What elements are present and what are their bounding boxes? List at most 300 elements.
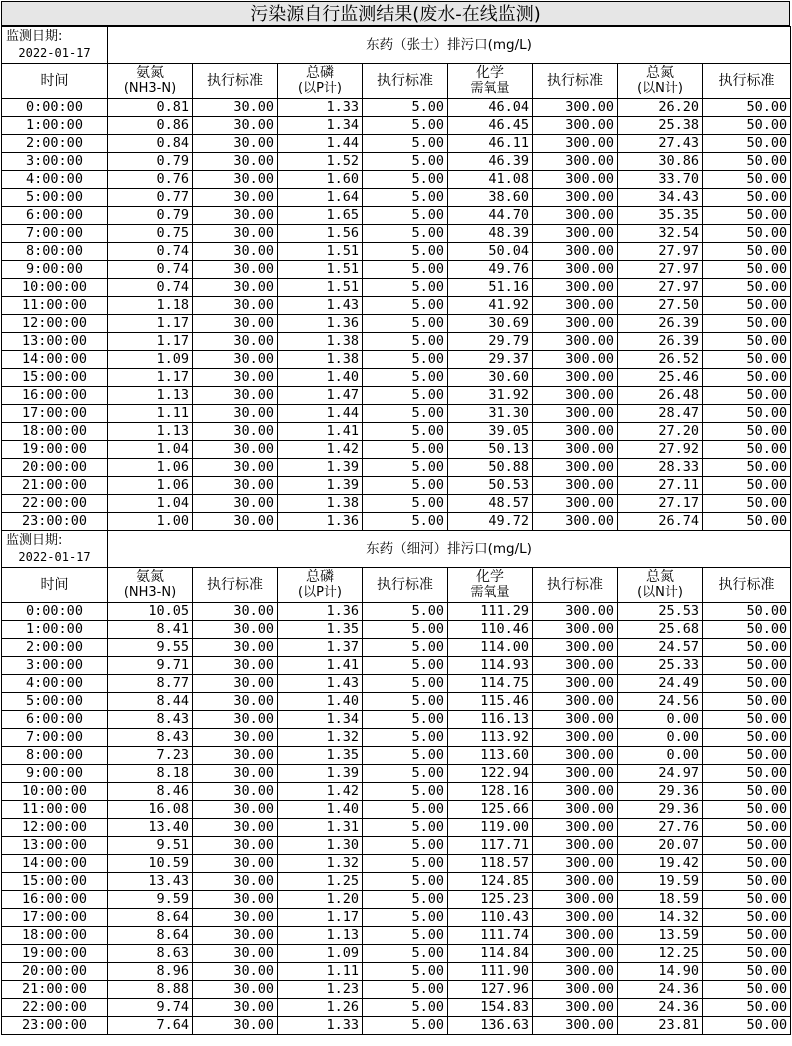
- time-cell: 8:00:00: [2, 243, 108, 261]
- value-cell: 5.00: [363, 855, 448, 873]
- value-cell: 300.00: [533, 927, 618, 945]
- value-cell: 27.43: [618, 135, 703, 153]
- time-cell: 11:00:00: [2, 801, 108, 819]
- value-cell: 1.41: [278, 423, 363, 441]
- value-cell: 26.39: [618, 333, 703, 351]
- value-cell: 300.00: [533, 315, 618, 333]
- time-cell: 20:00:00: [2, 963, 108, 981]
- value-cell: 50.00: [703, 1017, 791, 1035]
- value-cell: 30.00: [193, 909, 278, 927]
- value-cell: 50.00: [703, 153, 791, 171]
- value-cell: 111.74: [448, 927, 533, 945]
- value-cell: 29.79: [448, 333, 533, 351]
- section-meta-row: [2, 27, 791, 64]
- value-cell: 1.42: [278, 783, 363, 801]
- value-cell: 50.88: [448, 459, 533, 477]
- time-cell: 18:00:00: [2, 927, 108, 945]
- table-row: [2, 603, 791, 621]
- table-row: [2, 369, 791, 387]
- value-cell: 1.42: [278, 441, 363, 459]
- value-cell: 116.13: [448, 711, 533, 729]
- value-cell: 5.00: [363, 189, 448, 207]
- column-header-line1: 氨氮: [136, 65, 164, 81]
- value-cell: 30.00: [193, 135, 278, 153]
- value-cell: 50.00: [703, 657, 791, 675]
- value-cell: 8.41: [108, 621, 193, 639]
- value-cell: 1.09: [278, 945, 363, 963]
- value-cell: 30.00: [193, 117, 278, 135]
- value-cell: 38.60: [448, 189, 533, 207]
- value-cell: 50.00: [703, 369, 791, 387]
- value-cell: 5.00: [363, 1017, 448, 1035]
- value-cell: 1.11: [278, 963, 363, 981]
- value-cell: 0.79: [108, 153, 193, 171]
- value-cell: 50.00: [703, 171, 791, 189]
- table-row: [2, 459, 791, 477]
- value-cell: 8.64: [108, 909, 193, 927]
- value-cell: 30.00: [193, 369, 278, 387]
- value-cell: 5.00: [363, 495, 448, 513]
- value-cell: 5.00: [363, 171, 448, 189]
- column-header-line1: 化学: [476, 569, 504, 585]
- value-cell: 27.17: [618, 495, 703, 513]
- value-cell: 300.00: [533, 261, 618, 279]
- value-cell: 50.00: [703, 909, 791, 927]
- table-row: [2, 621, 791, 639]
- value-cell: 50.00: [703, 225, 791, 243]
- column-header-line2: (以N计): [637, 81, 683, 96]
- column-header-line2: (NH3-N): [123, 81, 177, 96]
- table-row: [2, 891, 791, 909]
- value-cell: 1.36: [278, 603, 363, 621]
- value-cell: 5.00: [363, 837, 448, 855]
- value-cell: 300.00: [533, 495, 618, 513]
- value-cell: 13.43: [108, 873, 193, 891]
- value-cell: 50.00: [703, 639, 791, 657]
- time-cell: 11:00:00: [2, 297, 108, 315]
- table-row: [2, 765, 791, 783]
- value-cell: 9.74: [108, 999, 193, 1017]
- value-cell: 5.00: [363, 135, 448, 153]
- value-cell: 27.97: [618, 279, 703, 297]
- value-cell: 35.35: [618, 207, 703, 225]
- column-header-line1: 时间: [40, 576, 69, 593]
- time-cell: 14:00:00: [2, 351, 108, 369]
- value-cell: 8.18: [108, 765, 193, 783]
- outlet-name: 东药（细河）排污口(mg/L): [108, 531, 791, 568]
- value-cell: 8.96: [108, 963, 193, 981]
- time-cell: 5:00:00: [2, 693, 108, 711]
- column-header-line1: 执行标准: [377, 72, 433, 89]
- value-cell: 117.71: [448, 837, 533, 855]
- column-header-line1: 执行标准: [547, 576, 603, 593]
- value-cell: 50.00: [703, 495, 791, 513]
- value-cell: 300.00: [533, 909, 618, 927]
- value-cell: 1.32: [278, 855, 363, 873]
- time-cell: 1:00:00: [2, 621, 108, 639]
- value-cell: 300.00: [533, 621, 618, 639]
- time-cell: 7:00:00: [2, 225, 108, 243]
- value-cell: 50.00: [703, 333, 791, 351]
- value-cell: 30.00: [193, 801, 278, 819]
- value-cell: 5.00: [363, 441, 448, 459]
- value-cell: 50.00: [703, 117, 791, 135]
- value-cell: 300.00: [533, 819, 618, 837]
- value-cell: 50.00: [703, 981, 791, 999]
- table-row: [2, 855, 791, 873]
- column-header: [108, 568, 193, 603]
- value-cell: 1.40: [278, 369, 363, 387]
- time-cell: 21:00:00: [2, 981, 108, 999]
- table-row: [2, 1017, 791, 1035]
- value-cell: 50.00: [703, 459, 791, 477]
- table-row: [2, 207, 791, 225]
- table-row: [2, 675, 791, 693]
- value-cell: 8.43: [108, 711, 193, 729]
- value-cell: 50.00: [703, 189, 791, 207]
- value-cell: 30.00: [193, 945, 278, 963]
- value-cell: 50.00: [703, 315, 791, 333]
- value-cell: 24.36: [618, 999, 703, 1017]
- table-row: [2, 477, 791, 495]
- value-cell: 14.32: [618, 909, 703, 927]
- value-cell: 25.53: [618, 603, 703, 621]
- value-cell: 300.00: [533, 999, 618, 1017]
- value-cell: 118.57: [448, 855, 533, 873]
- value-cell: 5.00: [363, 927, 448, 945]
- value-cell: 24.57: [618, 639, 703, 657]
- table-row: [2, 153, 791, 171]
- value-cell: 41.92: [448, 297, 533, 315]
- value-cell: 5.00: [363, 315, 448, 333]
- value-cell: 39.05: [448, 423, 533, 441]
- value-cell: 1.20: [278, 891, 363, 909]
- column-header-line1: 总氮: [646, 569, 674, 585]
- value-cell: 30.00: [193, 675, 278, 693]
- value-cell: 1.52: [278, 153, 363, 171]
- value-cell: 8.43: [108, 729, 193, 747]
- time-cell: 14:00:00: [2, 855, 108, 873]
- value-cell: 34.43: [618, 189, 703, 207]
- value-cell: 1.39: [278, 477, 363, 495]
- value-cell: 300.00: [533, 405, 618, 423]
- value-cell: 29.36: [618, 801, 703, 819]
- column-header: [2, 64, 108, 99]
- value-cell: 1.04: [108, 495, 193, 513]
- value-cell: 1.44: [278, 135, 363, 153]
- value-cell: 0.74: [108, 261, 193, 279]
- monitoring-table: [1, 26, 791, 1035]
- value-cell: 0.74: [108, 243, 193, 261]
- table-row: [2, 243, 791, 261]
- value-cell: 1.13: [108, 387, 193, 405]
- value-cell: 9.71: [108, 657, 193, 675]
- value-cell: 50.00: [703, 279, 791, 297]
- value-cell: 5.00: [363, 891, 448, 909]
- value-cell: 1.06: [108, 459, 193, 477]
- value-cell: 5.00: [363, 981, 448, 999]
- value-cell: 1.26: [278, 999, 363, 1017]
- time-cell: 8:00:00: [2, 747, 108, 765]
- column-header: [448, 568, 533, 603]
- value-cell: 1.34: [278, 711, 363, 729]
- time-cell: 19:00:00: [2, 945, 108, 963]
- value-cell: 5.00: [363, 369, 448, 387]
- column-header-line1: 总氮: [646, 65, 674, 81]
- value-cell: 48.39: [448, 225, 533, 243]
- value-cell: 29.37: [448, 351, 533, 369]
- value-cell: 5.00: [363, 297, 448, 315]
- value-cell: 50.00: [703, 351, 791, 369]
- value-cell: 5.00: [363, 819, 448, 837]
- column-header-line1: 化学: [476, 65, 504, 81]
- value-cell: 300.00: [533, 801, 618, 819]
- value-cell: 300.00: [533, 963, 618, 981]
- value-cell: 114.00: [448, 639, 533, 657]
- column-header: [363, 568, 448, 603]
- value-cell: 50.00: [703, 765, 791, 783]
- value-cell: 9.55: [108, 639, 193, 657]
- value-cell: 1.40: [278, 801, 363, 819]
- value-cell: 5.00: [363, 639, 448, 657]
- value-cell: 46.45: [448, 117, 533, 135]
- table-row: [2, 819, 791, 837]
- value-cell: 1.35: [278, 747, 363, 765]
- value-cell: 8.88: [108, 981, 193, 999]
- value-cell: 300.00: [533, 477, 618, 495]
- time-cell: 18:00:00: [2, 423, 108, 441]
- value-cell: 30.00: [193, 981, 278, 999]
- value-cell: 0.00: [618, 747, 703, 765]
- value-cell: 50.00: [703, 999, 791, 1017]
- value-cell: 300.00: [533, 279, 618, 297]
- value-cell: 5.00: [363, 963, 448, 981]
- value-cell: 1.25: [278, 873, 363, 891]
- time-cell: 19:00:00: [2, 441, 108, 459]
- value-cell: 30.00: [193, 891, 278, 909]
- value-cell: 125.66: [448, 801, 533, 819]
- time-cell: 16:00:00: [2, 891, 108, 909]
- table-row: [2, 225, 791, 243]
- value-cell: 300.00: [533, 837, 618, 855]
- value-cell: 1.43: [278, 297, 363, 315]
- value-cell: 300.00: [533, 603, 618, 621]
- value-cell: 1.38: [278, 495, 363, 513]
- value-cell: 300.00: [533, 171, 618, 189]
- table-row: [2, 729, 791, 747]
- value-cell: 28.33: [618, 459, 703, 477]
- value-cell: 50.00: [703, 603, 791, 621]
- value-cell: 0.79: [108, 207, 193, 225]
- value-cell: 27.76: [618, 819, 703, 837]
- value-cell: 300.00: [533, 297, 618, 315]
- value-cell: 50.00: [703, 261, 791, 279]
- table-row: [2, 387, 791, 405]
- value-cell: 5.00: [363, 387, 448, 405]
- value-cell: 46.39: [448, 153, 533, 171]
- value-cell: 30.00: [193, 189, 278, 207]
- column-header-line1: 总磷: [306, 569, 334, 585]
- value-cell: 300.00: [533, 207, 618, 225]
- time-cell: 3:00:00: [2, 153, 108, 171]
- value-cell: 30.00: [193, 153, 278, 171]
- value-cell: 124.85: [448, 873, 533, 891]
- value-cell: 30.00: [193, 297, 278, 315]
- value-cell: 1.04: [108, 441, 193, 459]
- value-cell: 1.17: [108, 333, 193, 351]
- value-cell: 50.00: [703, 747, 791, 765]
- time-cell: 20:00:00: [2, 459, 108, 477]
- time-cell: 3:00:00: [2, 657, 108, 675]
- monitoring-date: 2022-01-17: [18, 550, 91, 564]
- value-cell: 110.43: [448, 909, 533, 927]
- column-header-line2: (NH3-N): [123, 585, 177, 600]
- outlet-name: 东药（张士）排污口(mg/L): [108, 27, 791, 64]
- time-cell: 6:00:00: [2, 711, 108, 729]
- value-cell: 300.00: [533, 513, 618, 531]
- value-cell: 28.47: [618, 405, 703, 423]
- value-cell: 300.00: [533, 729, 618, 747]
- column-header: [703, 568, 791, 603]
- value-cell: 25.33: [618, 657, 703, 675]
- time-cell: 5:00:00: [2, 189, 108, 207]
- value-cell: 1.38: [278, 351, 363, 369]
- table-row: [2, 927, 791, 945]
- monitoring-date-label: 监测日期:: [6, 29, 63, 44]
- value-cell: 8.46: [108, 783, 193, 801]
- value-cell: 30.00: [193, 477, 278, 495]
- value-cell: 300.00: [533, 423, 618, 441]
- value-cell: 27.20: [618, 423, 703, 441]
- value-cell: 46.04: [448, 99, 533, 117]
- value-cell: 300.00: [533, 711, 618, 729]
- value-cell: 10.59: [108, 855, 193, 873]
- value-cell: 30.00: [193, 873, 278, 891]
- column-header: [363, 64, 448, 99]
- value-cell: 50.00: [703, 711, 791, 729]
- value-cell: 30.00: [193, 171, 278, 189]
- value-cell: 50.00: [703, 387, 791, 405]
- value-cell: 1.64: [278, 189, 363, 207]
- value-cell: 0.00: [618, 711, 703, 729]
- table-row: [2, 837, 791, 855]
- value-cell: 27.11: [618, 477, 703, 495]
- table-row: [2, 999, 791, 1017]
- column-header: [278, 568, 363, 603]
- value-cell: 12.25: [618, 945, 703, 963]
- column-header-line2: 需氧量: [470, 585, 510, 600]
- time-cell: 0:00:00: [2, 603, 108, 621]
- value-cell: 1.47: [278, 387, 363, 405]
- column-header: [278, 64, 363, 99]
- time-cell: 6:00:00: [2, 207, 108, 225]
- value-cell: 5.00: [363, 117, 448, 135]
- value-cell: 119.00: [448, 819, 533, 837]
- time-cell: 4:00:00: [2, 171, 108, 189]
- column-header-line1: 执行标准: [377, 576, 433, 593]
- value-cell: 1.33: [278, 1017, 363, 1035]
- column-header: [618, 64, 703, 99]
- value-cell: 50.00: [703, 891, 791, 909]
- time-cell: 17:00:00: [2, 405, 108, 423]
- time-cell: 22:00:00: [2, 999, 108, 1017]
- value-cell: 27.97: [618, 261, 703, 279]
- value-cell: 27.92: [618, 441, 703, 459]
- value-cell: 300.00: [533, 333, 618, 351]
- value-cell: 30.00: [193, 405, 278, 423]
- time-cell: 10:00:00: [2, 783, 108, 801]
- value-cell: 5.00: [363, 909, 448, 927]
- time-cell: 2:00:00: [2, 639, 108, 657]
- value-cell: 114.93: [448, 657, 533, 675]
- column-header-line1: 氨氮: [136, 569, 164, 585]
- value-cell: 5.00: [363, 765, 448, 783]
- value-cell: 50.00: [703, 801, 791, 819]
- column-header-line2: (以N计): [637, 585, 683, 600]
- value-cell: 5.00: [363, 99, 448, 117]
- value-cell: 30.00: [193, 243, 278, 261]
- value-cell: 50.04: [448, 243, 533, 261]
- value-cell: 18.59: [618, 891, 703, 909]
- value-cell: 300.00: [533, 369, 618, 387]
- value-cell: 1.00: [108, 513, 193, 531]
- value-cell: 115.46: [448, 693, 533, 711]
- value-cell: 1.34: [278, 117, 363, 135]
- time-cell: 22:00:00: [2, 495, 108, 513]
- value-cell: 128.16: [448, 783, 533, 801]
- time-cell: 10:00:00: [2, 279, 108, 297]
- value-cell: 5.00: [363, 801, 448, 819]
- value-cell: 24.97: [618, 765, 703, 783]
- table-row: [2, 279, 791, 297]
- value-cell: 30.00: [193, 693, 278, 711]
- column-header-line1: 执行标准: [718, 576, 775, 593]
- time-cell: 13:00:00: [2, 837, 108, 855]
- report-title: 污染源自行监测结果(废水-在线监测): [1, 1, 790, 26]
- value-cell: 125.23: [448, 891, 533, 909]
- value-cell: 300.00: [533, 981, 618, 999]
- column-header-line2: (以P计): [298, 585, 342, 600]
- table-row: [2, 117, 791, 135]
- value-cell: 30.00: [193, 279, 278, 297]
- table-row: [2, 189, 791, 207]
- value-cell: 5.00: [363, 477, 448, 495]
- table-row: [2, 981, 791, 999]
- value-cell: 5.00: [363, 873, 448, 891]
- column-header: [533, 568, 618, 603]
- table-row: [2, 171, 791, 189]
- value-cell: 300.00: [533, 99, 618, 117]
- value-cell: 300.00: [533, 225, 618, 243]
- value-cell: 5.00: [363, 207, 448, 225]
- value-cell: 1.13: [278, 927, 363, 945]
- value-cell: 5.00: [363, 999, 448, 1017]
- value-cell: 1.43: [278, 675, 363, 693]
- value-cell: 0.74: [108, 279, 193, 297]
- value-cell: 30.00: [193, 351, 278, 369]
- value-cell: 114.75: [448, 675, 533, 693]
- value-cell: 14.90: [618, 963, 703, 981]
- value-cell: 300.00: [533, 135, 618, 153]
- value-cell: 10.05: [108, 603, 193, 621]
- value-cell: 300.00: [533, 873, 618, 891]
- value-cell: 31.30: [448, 405, 533, 423]
- value-cell: 50.00: [703, 729, 791, 747]
- value-cell: 127.96: [448, 981, 533, 999]
- time-cell: 12:00:00: [2, 819, 108, 837]
- value-cell: 1.51: [278, 243, 363, 261]
- value-cell: 23.81: [618, 1017, 703, 1035]
